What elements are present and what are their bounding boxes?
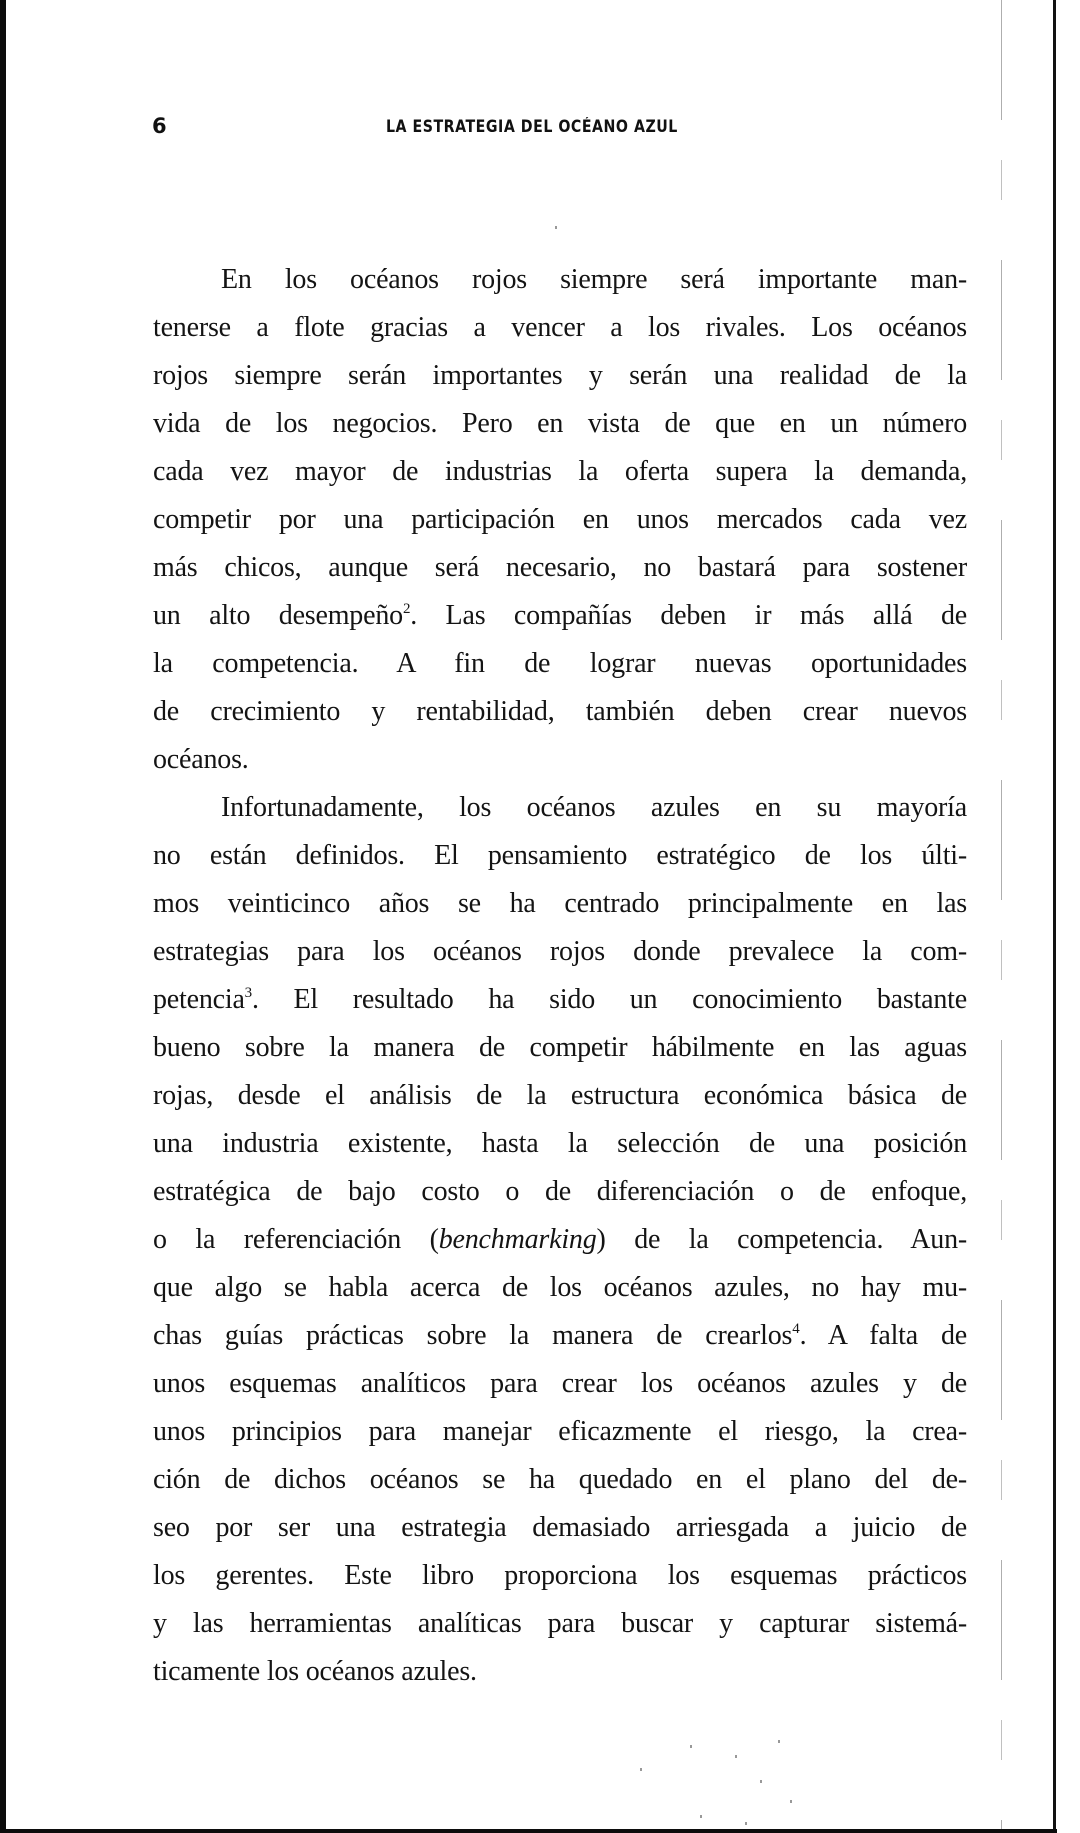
text-line: chas guías prácticas sobre la manera de crearlos$^4$. A falta de [153, 1320, 967, 1351]
text-line: unos principios para manejar eficazmente el riesgo, la crea- [153, 1416, 967, 1447]
text-line: no están definidos. El pensamiento estratégico de los últi- [153, 840, 967, 871]
footnote-marker: 2 [402, 601, 411, 617]
text-line: vida de los negocios. Pero en vista de que en un número [153, 408, 967, 439]
text-line: estratégica de bajo costo o de diferenciación o de enfoque, [153, 1176, 967, 1207]
scan-bottom-border [0, 1829, 1057, 1833]
body-text [153, 256, 967, 1696]
page-number: 6 [152, 114, 167, 138]
text-line: la competencia. A fin de lograr nuevas oportunidades [153, 648, 967, 679]
text-line: un alto desempeño$^2$. Las compañías deben ir más allá de [153, 600, 968, 631]
text-line: océanos. [153, 744, 249, 775]
scan-right-border [1053, 0, 1056, 1833]
text-line: los gerentes. Este libro proporciona los esquemas prácticos [153, 1560, 967, 1591]
italic-term: benchmarking [438, 1224, 597, 1255]
text-line: más chicos, aunque será necesario, no bastará para sostener [153, 552, 967, 583]
scan-fold-line [1001, 0, 1002, 1833]
text-line: bueno sobre la manera de competir hábilmente en las aguas [153, 1032, 967, 1063]
text-line: En los océanos rojos siempre será importante man- [221, 264, 967, 295]
text-line: ticamente los océanos azules. [153, 1656, 477, 1687]
text-line: Infortunadamente, los océanos azules en su mayoría [221, 792, 967, 823]
footnote-marker: 4 [792, 1321, 800, 1337]
text-line: y las herramientas analíticas para buscar y capturar sistemá- [153, 1608, 967, 1639]
text-line: tenerse a flote gracias a vencer a los rivales. Los océanos [153, 312, 967, 343]
running-title: LA ESTRATEGIA DEL OCÉANO AZUL [386, 117, 678, 136]
text-line: de crecimiento y rentabilidad, también deben crear nuevos [153, 696, 967, 727]
text-line: rojas, desde el análisis de la estructura económica básica de [153, 1080, 967, 1111]
text-line: una industria existente, hasta la selección de una posición [153, 1128, 967, 1159]
paragraph [153, 256, 967, 784]
text-line: rojos siempre serán importantes y serán una realidad de la [153, 360, 967, 391]
text-line: competir por una participación en unos mercados cada vez [153, 504, 967, 535]
running-head [0, 113, 1080, 139]
text-line: seo por ser una estrategia demasiado arriesgada a juicio de [153, 1512, 967, 1543]
text-line: petencia$^3$. El resultado ha sido un conocimiento bastante [153, 984, 967, 1015]
text-line: unos esquemas analíticos para crear los océanos azules y de [153, 1368, 967, 1399]
paragraph [153, 784, 967, 1696]
text-line: mos veinticinco años se ha centrado principalmente en las [153, 888, 967, 919]
text-line: que algo se habla acerca de los océanos azules, no hay mu- [153, 1272, 967, 1303]
text-line: estrategias para los océanos rojos donde prevalece la com- [153, 936, 967, 967]
scan-left-border [0, 0, 6, 1833]
text-line: cada vez mayor de industrias la oferta supera la demanda, [153, 456, 967, 487]
footnote-marker: 3 [244, 985, 252, 1001]
text-line: o la referenciación (benchmarking) de la competencia. Aun- [153, 1224, 968, 1255]
text-line: ción de dichos océanos se ha quedado en el plano del de- [153, 1464, 967, 1495]
